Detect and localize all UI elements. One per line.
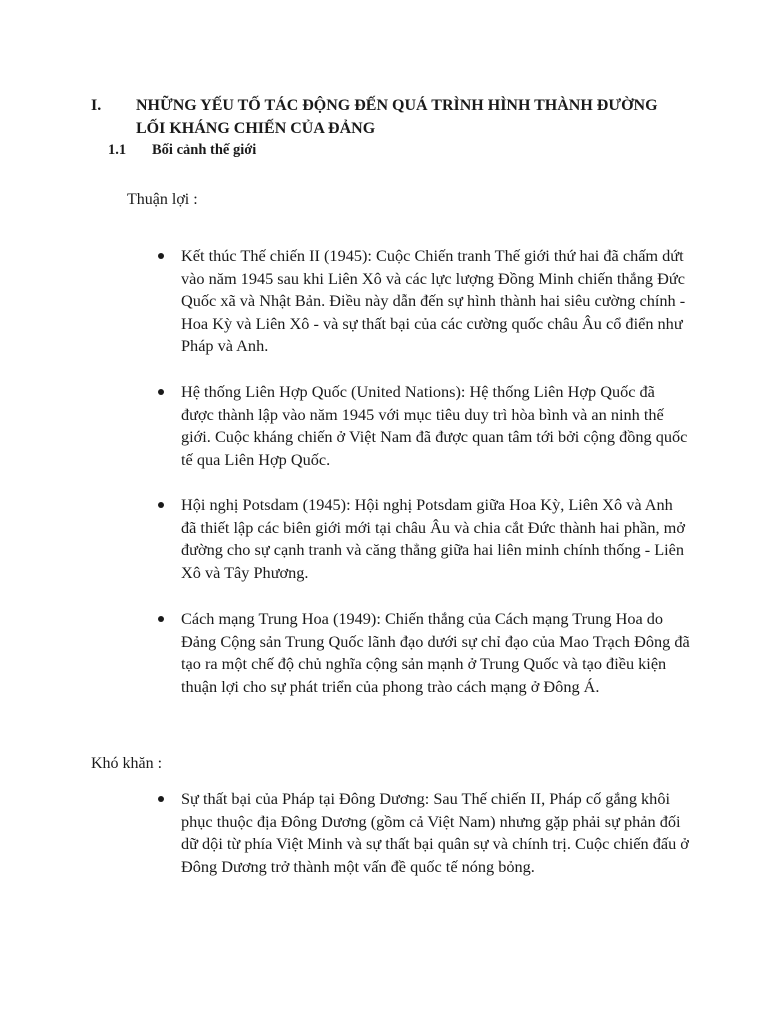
section-number: I. — [91, 97, 102, 114]
subsection-number: 1.1 — [108, 142, 127, 158]
bullet-icon — [158, 616, 164, 622]
bullet-icon — [158, 389, 164, 395]
bullet-icon — [158, 253, 164, 259]
bullet-icon — [158, 502, 164, 508]
section-title: NHỮNG YẾU TỐ TÁC ĐỘNG ĐẾN QUÁ TRÌNH HÌNH THÀNH ĐƯỜNG LỐI KHÁNG CHIẾN CỦA ĐẢNG — [136, 97, 658, 137]
bullet-icon — [158, 796, 164, 802]
document-page: I. NHỮNG YẾU TỐ TÁC ĐỘNG ĐẾN QUÁ TRÌNH HÌNH THÀNH ĐƯỜNG LỐI KHÁNG CHIẾN CỦA ĐẢNG 1.1 Bối cảnh thế giới Thuận lợi : Kết thúc Thế chiến II (1945): Cuộc Chiến tranh Thế giới thứ hai đã chấm dứt vào năm 1945 sau khi Liên Xô và các lực lượng Đồng Minh chiến thắng Đức Quốc xã và Nhật Bản. Điều này dẫn đến sự hình thành hai siêu cường chính - Hoa Kỳ và Liên Xô - và sự thất bại của các cường quốc châu Âu cổ điển như Pháp và Anh. Hệ thống Liên Hợp Quốc (United Nations): Hệ thống Liên Hợp Quốc đã được thành lập vào năm 1945 với mục tiêu duy trì hòa bình và an ninh thế giới. Cuộc kháng chiến ở Việt Nam đã được quan tâm tới bởi cộng đồng quốc tế qua Liên Hợp Quốc. Hội nghị Potsdam (1945): Hội nghị Potsdam giữa Hoa Kỳ, Liên Xô và Anh đã thiết lập các biên giới mới tại châu Âu và chia cắt Đức thành hai phần, mở đường cho sự cạnh tranh và căng thẳng giữa hai liên minh chính thống - Liên Xô và Tây Phương. Cách mạng Trung Hoa (1949): Chiến thắng của Cách mạng Trung Hoa do Đảng Cộng sản Trung Quốc lãnh đạo dưới sự chỉ đạo của Mao Trạch Đông đã tạo ra một chế độ chủ nghĩa cộng sản mạnh ở Trung Quốc và tạo điều kiện thuận lợi cho sự phát triển của phong trào cách mạng ở Đông Á. Khó khăn : Sự thất bại của Pháp tại Đông Dương: Sau Thế chiến II, Pháp cố gắng khôi phục thuộc địa Đông Dương (gồm cả Việt Nam) nhưng gặp phải sự phản đối dữ dội từ phía Việt Minh và sự thất bại quân sự và chính trị. Cuộc chiến đấu ở Đông Dương trở thành một vấn đề quốc tế nóng bỏng. — [0, 0, 768, 1024]
subsection-title: Bối cảnh thế giới — [152, 142, 257, 158]
difficulties-label: Khó khăn : — [91, 755, 163, 772]
advantages-label: Thuận lợi : — [127, 191, 198, 208]
